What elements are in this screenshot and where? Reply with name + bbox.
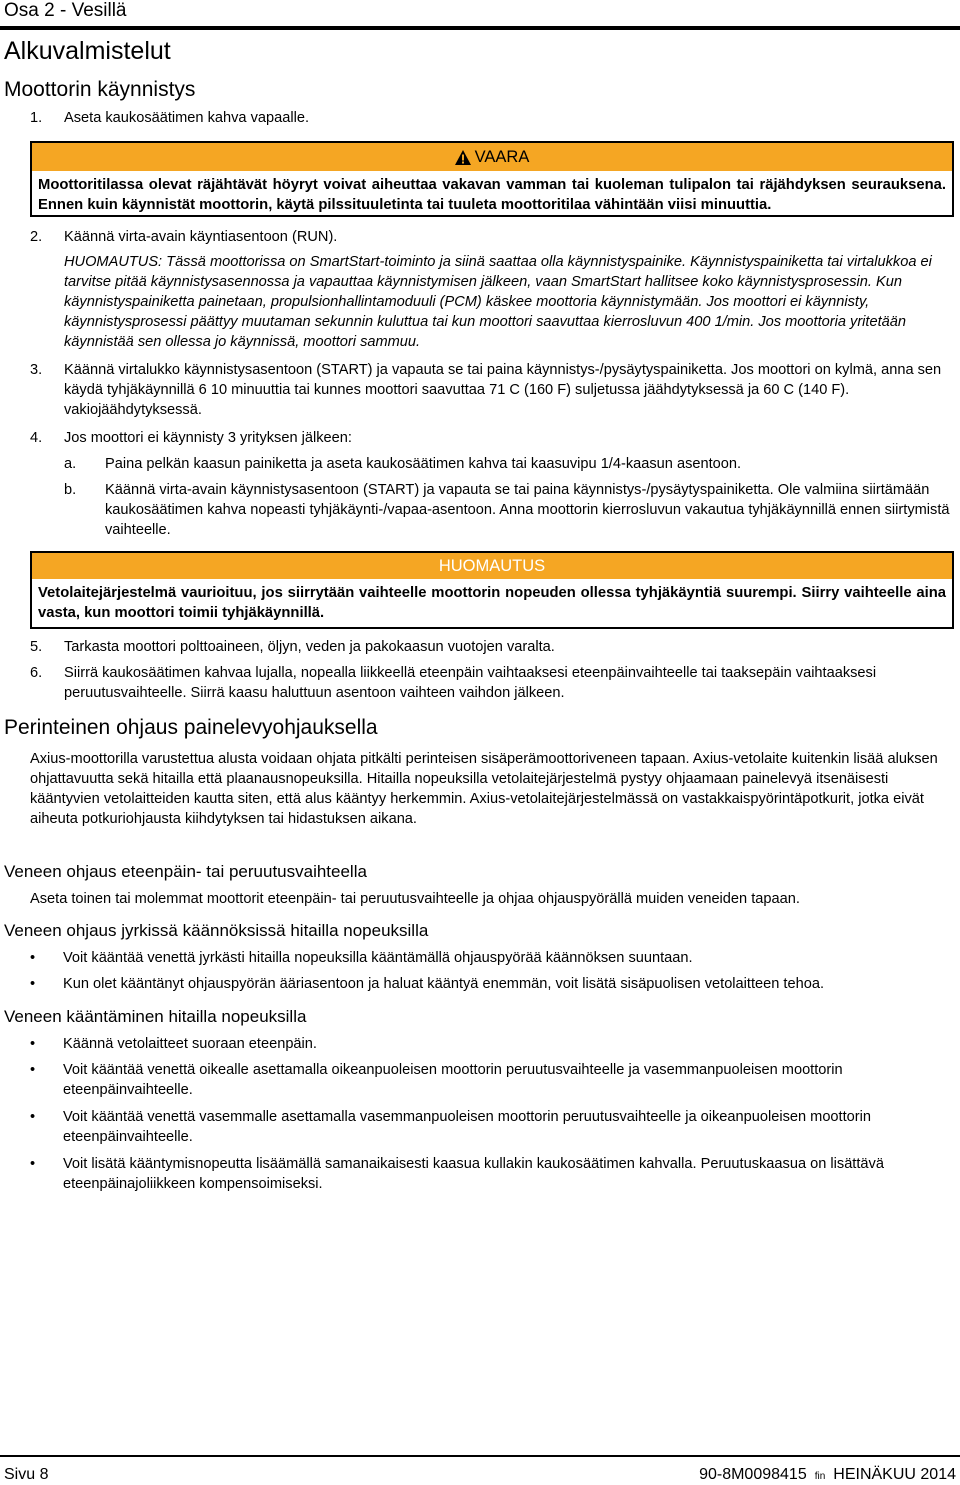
substep-letter: b. <box>64 482 77 498</box>
bullet-icon: • <box>30 1036 36 1052</box>
bullet-icon: • <box>30 1156 36 1172</box>
step-3 <box>30 360 940 422</box>
step-number: 2. <box>30 229 43 245</box>
bullet-icon: • <box>30 950 36 966</box>
step-1 <box>30 108 940 128</box>
step-text: Käännä virtalukko käynnistysasentoon (START) ja vapauta se tai paina käynnistys-/pysäytyspainiketta. Jos moottori on kylmä, anna sen käydä tyhjäkäynnillä 6 10 minuuttia tai kunnes moottori saavuttaa 71 C (160 F) suljetussa jäähdytyksessä ja 60 C (140 F). vakiojäähdytyksessä. <box>64 362 942 418</box>
danger-text: Moottoritilassa olevat räjähtävät höyryt voivat aiheuttaa vakavan vamman tai kuoleman tulipalon tai räjähdyksen seurauksena. Ennen kuin käynnistät moottorin, käytä pilssituuletinta tai tuuleta moottoritilaa vähintään viisi minuuttia. <box>38 177 946 213</box>
page-number: Sivu 8 <box>4 1466 49 1483</box>
step-text: Tarkasta moottori polttoaineen, öljyn, veden ja pakokaasun vuotojen varalta. <box>64 639 555 655</box>
list-item <box>0 1060 960 1100</box>
heading-slow-turns: Veneen kääntäminen hitailla nopeuksilla <box>4 1007 307 1026</box>
step-text: Jos moottori ei käynnisty 3 yrityksen jälkeen: <box>64 430 352 446</box>
list-item <box>0 1154 960 1194</box>
bullet-icon: • <box>30 976 36 992</box>
heading-engine-start: Moottorin käynnistys <box>4 78 196 101</box>
substep-letter: a. <box>64 456 77 472</box>
danger-box <box>30 141 954 217</box>
list-item <box>0 948 960 968</box>
step-4 <box>30 428 940 448</box>
list-item <box>0 974 960 994</box>
substep-text: Käännä virta-avain käynnistysasentoon (START) ja vapauta se tai paina käynnistys-/pysäytyspainiketta. Ole valmiina siirtämään kaukosäätimen kahva nopeasti tyhjäkäynti-/vapaa-asentoon. Anna moottorin kierrosluvun vakautua tyhjäkäynnillä ennen siirtymistä vaihteelle. <box>105 482 950 538</box>
language-code: fin <box>814 1471 826 1482</box>
substep-text: Paina pelkän kaasun painiketta ja aseta kaukosäätimen kahva tai kaasuvipu 1/4-kaasun asentoon. <box>105 456 742 472</box>
step-number: 4. <box>30 430 43 446</box>
heading-traditional-steering: Perinteinen ohjaus painelevyohjauksella <box>4 716 378 739</box>
heading-forward-reverse: Veneen ohjaus eteenpäin- tai peruutusvaihteella <box>4 862 367 881</box>
traditional-text: Axius-moottorilla varustettua alusta voidaan ohjata pitkälti perinteisen sisäperämoottoriveneen tapaan. Axius-vetolaite kuitenkin lisää aluksen ohjattavuutta sekä hitailla että plaanausnopeuksilla. Hitailla nopeuksilla vetolaitejärjestelmä pystyy ohjaamaan painelevyä itsenäisesti kääntyvien vetolaitteiden kautta siten, että alus kääntyy herkemmin. Axius-vetolaitejärjestelmässä on vastakkaispyörintäpotkurit, jotka eivät aiheuta potkuriohjausta kiihdytyksen tai hidastuksen aikana. <box>30 751 938 827</box>
bullet-icon: • <box>30 1062 36 1078</box>
step-text: Käännä virta-avain käyntiasentoon (RUN). <box>64 229 338 245</box>
document-number: 90-8M0098415 <box>699 1466 807 1483</box>
bullet-text: Voit lisätä kääntymisnopeutta lisäämällä samanaikaisesti kaasua kullakin kaukosäätimen kahvalla. Peruutuskaasua on lisättävä eteenpäinajoliikkeen kompensoimiseksi. <box>63 1156 884 1192</box>
danger-header <box>32 143 952 171</box>
page-title: Alkuvalmistelut <box>4 37 171 65</box>
danger-label: VAARA <box>474 147 530 166</box>
step-text: Aseta kaukosäätimen kahva vapaalle. <box>64 110 310 126</box>
publish-date: HEINÄKUU 2014 <box>833 1466 956 1483</box>
list-item <box>0 1034 960 1054</box>
forward-text: Aseta toinen tai molemmat moottorit eteenpäin- tai peruutusvaihteelle ja ohjaa ohjauspyörällä muiden veneiden tapaan. <box>30 891 800 907</box>
footer-rule <box>0 1455 960 1457</box>
step-number: 3. <box>30 362 43 378</box>
bullet-text: Voit kääntää venettä vasemmalle asettamalla vasemmanpuoleisen moottorin peruutusvaihteelle ja oikeanpuoleisen moottorin eteenpäinvaihteelle. <box>63 1109 871 1145</box>
bullet-icon: • <box>30 1109 36 1125</box>
heading-sharp-turns: Veneen ohjaus jyrkissä käännöksissä hitailla nopeuksilla <box>4 921 429 940</box>
step-number: 6. <box>30 665 43 681</box>
footer-doc-info <box>699 1466 956 1484</box>
step-6 <box>30 663 940 705</box>
step-text: Siirrä kaukosäätimen kahvaa lujalla, nopealla liikkeellä eteenpäin vaihtaaksesi eteenpäinvaihteelle tai taaksepäin vaihtaaksesi peruutusvaihteelle. Siirrä kaasu haluttuun asentoon vaihteen vaihdon jälkeen. <box>64 665 877 701</box>
bullet-text: Voit kääntää venettä oikealle asettamalla oikeanpuoleisen moottorin peruutusvaihteelle ja vasemmanpuoleisen moottorin eteenpäinvaihteelle. <box>63 1062 843 1098</box>
list-item <box>0 1107 960 1147</box>
bullet-text: Kun olet kääntänyt ohjauspyörän ääriasentoon ja haluat kääntyä enemmän, voit lisätä sisäpuolisen vetolaitteen tehoa. <box>63 976 824 992</box>
notice-header: HUOMAUTUS <box>32 553 952 579</box>
bullet-text: Voit kääntää venettä jyrkästi hitailla nopeuksilla kääntämällä ohjauspyörää käännöksen suuntaan. <box>63 950 693 966</box>
section-header: Osa 2 - Vesillä <box>4 0 127 21</box>
warning-triangle-icon <box>455 150 471 165</box>
step-number: 5. <box>30 639 43 655</box>
bullet-text: Käännä vetolaitteet suoraan eteenpäin. <box>63 1036 317 1052</box>
step-number: 1. <box>30 110 43 126</box>
notice-text: Vetolaitejärjestelmä vaurioituu, jos siirrytään vaihteelle moottorin nopeuden ollessa tyhjäkäyntiä suurempi. Siirry vaihteelle aina vasta, kun moottori toimii tyhjäkäynnillä. <box>38 585 946 621</box>
step-5 <box>30 637 940 657</box>
smartstart-note: HUOMAUTUS: Tässä moottorissa on SmartStart-toiminto ja siinä saattaa olla käynnistyspainike. Käynnistyspainiketta tai virtalukkoa ei tarvitse pitää käynnistysasennossa ja vapauttaa käynnistymisen jälkeen, vaan SmartStart hallitsee koko käynnistysprosessin. Kun käynnistyspainiketta painetaan, propulsionhallintamoduuli (PCM) käskee moottoria käynnistymään. Jos moottori ei käynnisty, käynnistysprosessi päättyy muutaman sekunnin kuluttua tai kun moottori saavuttaa kierrosluvun 400 1/min. Jos moottoria yritetään käynnistää sen ollessa jo käynnissä, moottori sammuu. <box>64 254 932 350</box>
step-2 <box>30 227 940 247</box>
header-rule <box>0 26 960 30</box>
notice-box <box>30 551 954 629</box>
